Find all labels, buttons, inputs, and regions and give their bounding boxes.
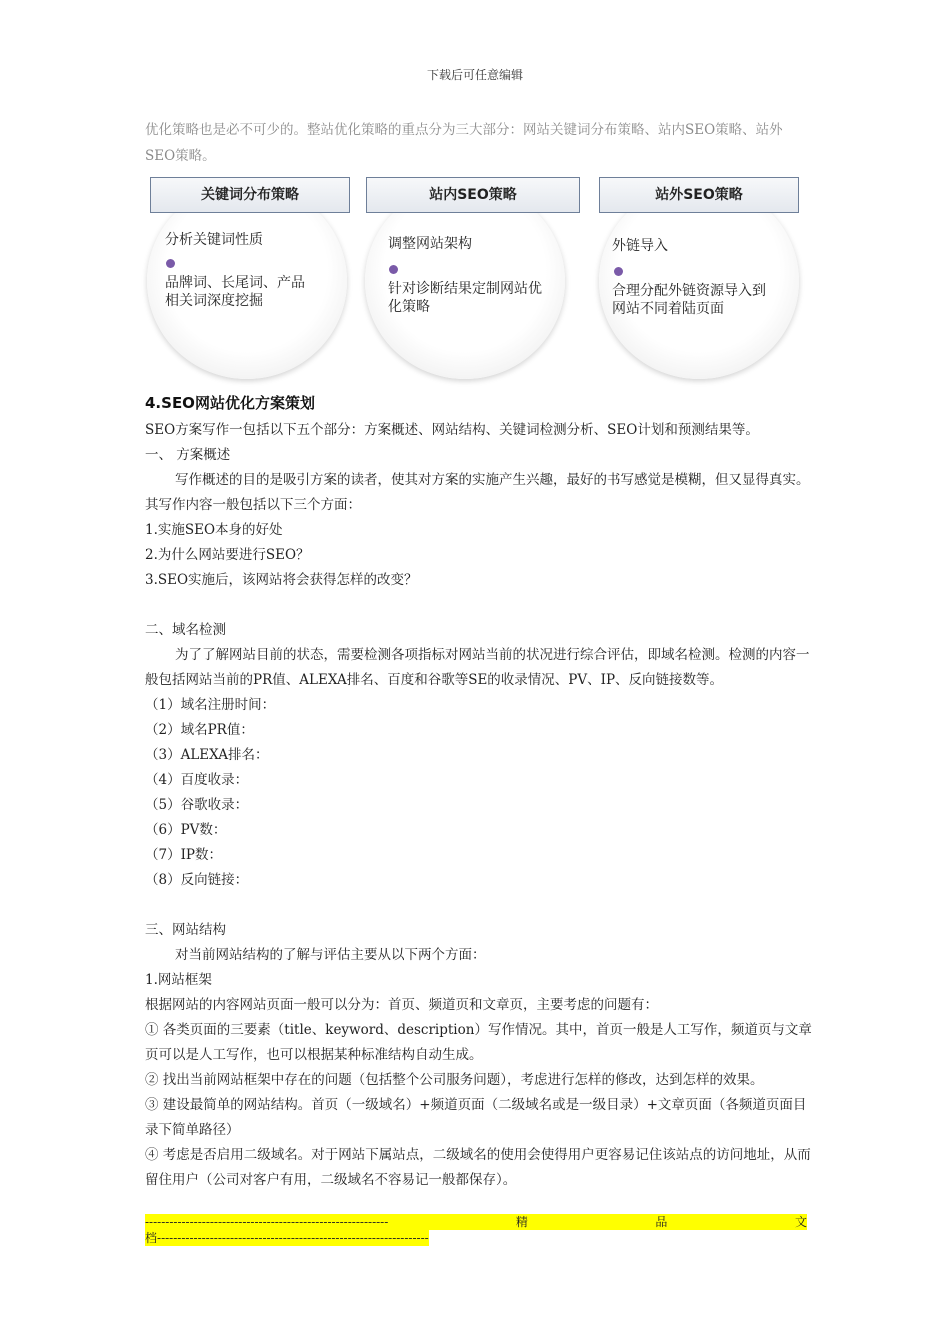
list-item: （4）百度收录： xyxy=(145,772,249,788)
list-item: ④ 考虑是否启用二级域名。对于网站下属站点，二级域名的使用会使得用户更容易记住该站点的访问地址，从而留住用户（公司对客户有用，二级域名不容易记一般都保存）。 xyxy=(145,1147,811,1188)
strategy-column-offsite xyxy=(597,175,827,385)
footer-watermark xyxy=(145,1214,807,1246)
strategy-item: 分析关键词性质 xyxy=(165,232,263,248)
strategy-item: 外链导入 xyxy=(612,238,668,254)
strategy-title: 站外SEO策略 xyxy=(599,177,799,213)
strategy-item: 调整网站架构 xyxy=(388,236,472,252)
strategy-item: 相关词深度挖掘 xyxy=(165,293,263,309)
list-item: （3）ALEXA排名： xyxy=(145,747,269,763)
bullet-dot-icon xyxy=(166,259,175,268)
strategy-title: 站内SEO策略 xyxy=(366,177,580,213)
paragraph: 其写作内容一般包括以下三个方面： xyxy=(145,497,361,513)
footer-word: 文 xyxy=(794,1215,807,1229)
paragraph: 对当前网站结构的了解与评估主要从以下两个方面： xyxy=(175,947,486,963)
subheading: 三、网站结构 xyxy=(145,922,226,938)
strategy-title: 关键词分布策略 xyxy=(150,177,350,213)
strategy-item: 化策略 xyxy=(388,299,430,315)
list-item: （5）谷歌收录： xyxy=(145,797,249,813)
list-item: （7）IP数： xyxy=(145,847,223,863)
paragraph: 为了了解网站目前的状态，需要检测各项指标对网站当前的状况进行综合评估，即域名检测。检测的内容一般包括网站当前的PR值、ALEXA排名、百度和谷歌等SE的收录情况、PV、IP、反向链接数等。 xyxy=(145,647,810,688)
paragraph: SEO方案写作一包括以下五个部分：方案概述、网站结构、关键词检测分析、SEO计划和预测结果等。 xyxy=(145,422,759,438)
list-item: ② 找出当前网站框架中存在的问题（包括整个公司服务问题），考虑进行怎样的修改，达到怎样的效果。 xyxy=(145,1072,764,1088)
strategy-item: 合理分配外链资源导入到 xyxy=(612,283,766,299)
footer-dashes: ------------------------------------------------------------------- xyxy=(157,1231,429,1245)
section-number: 4.SEO xyxy=(145,394,195,412)
list-item: 1.网站框架 xyxy=(145,972,212,988)
list-item: ③ 建设最简单的网站结构。首页（一级域名）+频道页面（二级域名或是一级目录）+文章页面（各频道页面目录下简单路径） xyxy=(145,1097,807,1138)
list-item: （1）域名注册时间： xyxy=(145,697,276,713)
list-item: （2）域名PR值： xyxy=(145,722,254,738)
strategy-column-onsite xyxy=(363,175,593,385)
list-item: 2.为什么网站要进行SEO？ xyxy=(145,547,310,563)
intro-paragraph: 优化策略也是必不可少的。整站优化策略的重点分为三大部分：网站关键词分布策略、站内SEO策略、站外SEO策略。 xyxy=(145,122,783,164)
footer-dashes: ------------------------------------------------------------ xyxy=(145,1215,389,1229)
section-heading-text: 网站优化方案策划 xyxy=(194,394,315,412)
list-item: （6）PV数： xyxy=(145,822,227,838)
footer-word: 档 xyxy=(145,1231,158,1245)
strategy-column-keywords xyxy=(145,175,375,385)
list-item: 3.SEO实施后，该网站将会获得怎样的改变？ xyxy=(145,572,418,588)
strategy-item: 网站不同着陆页面 xyxy=(612,301,724,317)
footer-word: 品 xyxy=(655,1215,668,1229)
list-item: （8）反向链接： xyxy=(145,872,249,888)
blank-line xyxy=(145,893,815,918)
section-heading xyxy=(145,392,815,418)
footer-row xyxy=(145,1230,429,1246)
bullet-dot-icon xyxy=(614,267,623,276)
paragraph: 写作概述的目的是吸引方案的读者，使其对方案的实施产生兴趣，最好的书写感觉是模糊，但又显得真实。 xyxy=(175,472,810,488)
list-item: 1.实施SEO本身的好处 xyxy=(145,522,283,538)
blank-line xyxy=(145,593,815,618)
subheading: 一、 方案概述 xyxy=(145,447,231,463)
strategy-figure xyxy=(145,175,810,385)
main-content xyxy=(145,392,815,1193)
list-item: ① 各类页面的三要素（title、keyword、description）写作情况。其中，首页一般是人工写作，频道页与文章页可以是人工写作，也可以根据某种标准结构自动生成。 xyxy=(145,1022,812,1063)
strategy-item: 品牌词、长尾词、产品 xyxy=(165,275,305,291)
page-header: 下载后可任意编辑 xyxy=(426,68,523,82)
footer-word: 精 xyxy=(515,1215,528,1229)
footer-row xyxy=(145,1214,807,1230)
bullet-dot-icon xyxy=(389,265,398,274)
subheading: 二、域名检测 xyxy=(145,622,226,638)
strategy-item: 针对诊断结果定制网站优 xyxy=(388,281,542,297)
paragraph: 根据网站的内容网站页面一般可以分为：首页、频道页和文章页，主要考虑的问题有： xyxy=(145,997,658,1013)
